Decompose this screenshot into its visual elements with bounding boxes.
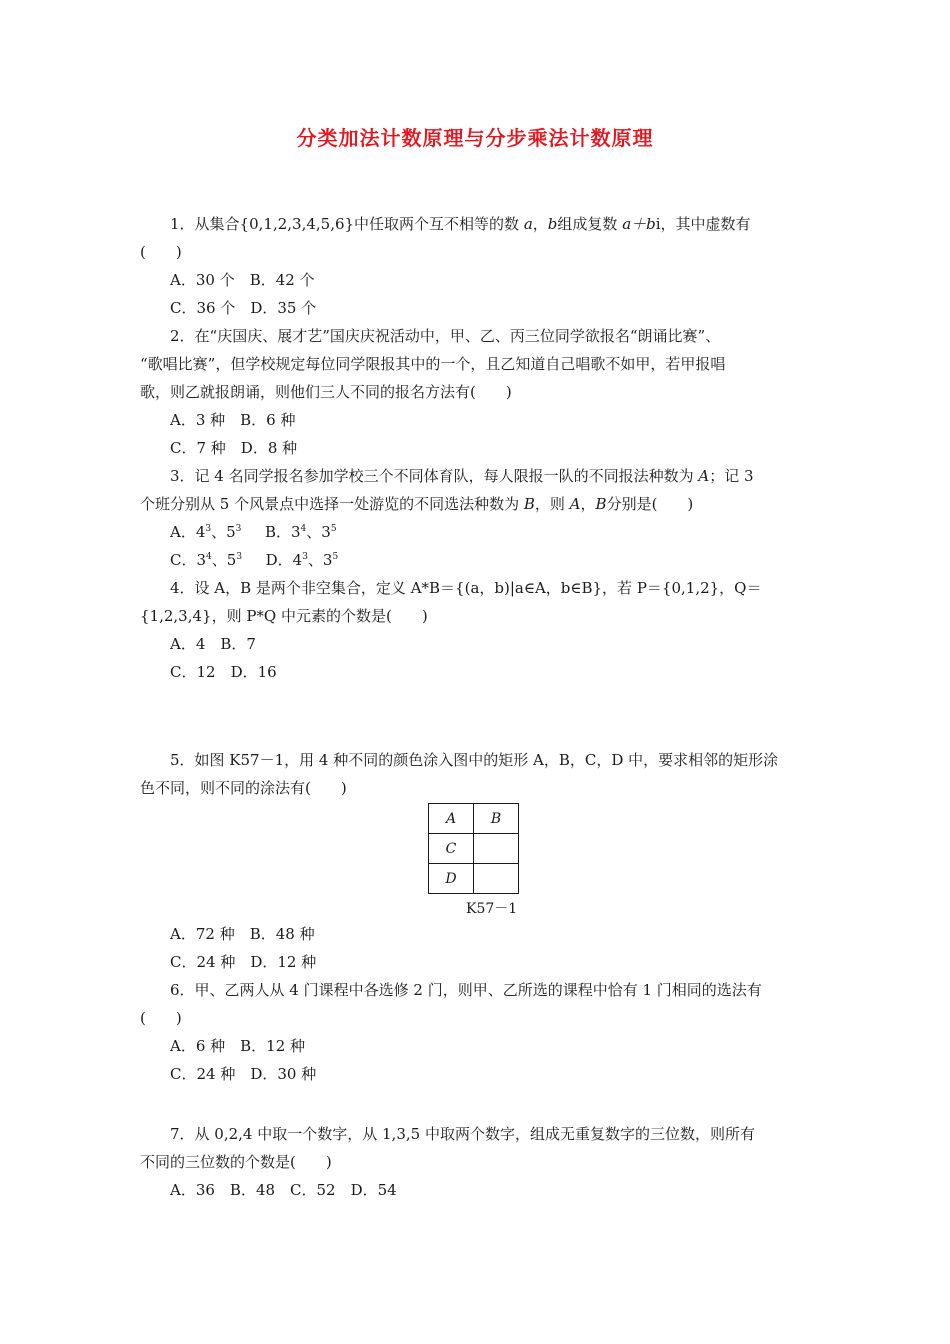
question-1-line-1 (170, 214, 850, 236)
question-2-options-ab: A．3 种 B．6 种 (170, 411, 296, 429)
question-4-options-ab: A．4 B．7 (170, 635, 256, 653)
question-4-line-1: 4．设 A，B 是两个非空集合，定义 A*B＝{(a，b)|a∈A，b∈B}，若 P＝{0,1,2}，Q＝ (170, 579, 762, 597)
q3-option-b-mid: 、3 (306, 523, 331, 541)
q3-var-b: B (523, 495, 535, 513)
q3-option-a-mid: 、5 (211, 523, 236, 541)
q3-option-d-mid: 、3 (307, 551, 333, 569)
question-5-line-2: 色不同，则不同的涂法有( ) (140, 779, 347, 797)
question-2-line-2: “歌唱比赛”，但学校规定每位同学限报其中的一个，且乙知道自己唱歌不如甲，若甲报唱 (140, 355, 726, 373)
question-5-options-cd: C．24 种 D．12 种 (170, 953, 317, 971)
q1-sep: ， (532, 215, 548, 233)
grid-cell-c: C (429, 834, 474, 864)
question-7-line-2: 不同的三位数的个数是( ) (140, 1153, 332, 1171)
question-4-line-2: {1,2,3,4}，则 P*Q 中元素的个数是( ) (140, 607, 428, 625)
question-3-options-cd (170, 550, 850, 572)
q3-sep: ， (580, 495, 596, 513)
q3-var-a-2: A (569, 495, 581, 513)
q3-var-a: A (698, 467, 710, 485)
q1-text-2: 组成复数 (557, 215, 623, 233)
q3-option-d-exp-1: 3 (302, 552, 308, 562)
q3-text: 3．记 4 名同学报名参加学校三个不同体育队，每人限报一队的不同报法种数为 (170, 467, 699, 485)
q3-option-a: A．4 (170, 523, 206, 541)
question-4-options-cd: C．12 D．16 (170, 663, 277, 681)
q1-var-a: a (523, 215, 533, 233)
question-6-line-2: ( ) (140, 1009, 182, 1027)
q1-text: 1．从集合{0,1,2,3,4,5,6}中任取两个互不相等的数 (170, 215, 524, 233)
grid-cell-empty-1 (474, 834, 519, 864)
grid-cell-empty-2 (474, 864, 519, 894)
q1-imag-unit: i (655, 215, 661, 233)
q3-text-4: ，则 (534, 495, 570, 513)
question-2-options-cd: C．7 种 D．8 种 (170, 439, 298, 457)
question-6-options-cd: C．24 种 D．30 种 (170, 1065, 317, 1083)
q3-option-c-exp-1: 4 (206, 552, 212, 562)
q3-text-3: 个班分别从 5 个风景点中选择一处游览的不同选法种数为 (140, 495, 524, 513)
q3-var-b-2: B (595, 495, 607, 513)
question-3-line-2 (140, 494, 820, 516)
question-5-line-1: 5．如图 K57－1，用 4 种不同的颜色涂入图中的矩形 A，B，C，D 中，要求相邻的矩形涂 (170, 751, 779, 769)
figure-k57-1-grid (428, 803, 519, 894)
question-7-options: A．36 B．48 C．52 D．54 (170, 1181, 397, 1199)
q3-option-c-exp-2: 3 (236, 552, 243, 562)
grid-cell-d: D (429, 864, 474, 894)
q3-option-b: B．3 (264, 523, 301, 541)
question-6-options-ab: A．6 种 B．12 种 (170, 1037, 306, 1055)
q1-var-b: b (547, 215, 558, 233)
question-3-options-ab (170, 522, 850, 544)
q3-option-c-mid: 、5 (211, 551, 237, 569)
figure-caption: K57－1 (466, 901, 518, 917)
question-5-options-ab: A．72 种 B．48 种 (170, 925, 315, 943)
question-1-options-cd: C．36 个 D．35 个 (170, 299, 317, 317)
q3-option-c: C．3 (170, 551, 207, 569)
question-1-line-2: ( ) (140, 243, 182, 261)
question-3-line-1 (170, 466, 850, 488)
q3-text-2: ；记 3 (709, 467, 754, 485)
q1-text-3: ，其中虚数有 (660, 215, 751, 233)
grid-cell-a: A (429, 804, 474, 834)
q3-option-d: D．4 (265, 551, 303, 569)
q1-complex-expr: a＋b (622, 215, 656, 233)
question-2-line-1: 2．在“庆国庆、展才艺”国庆庆祝活动中，甲、乙、丙三位同学欲报名“朗诵比赛”、 (170, 327, 721, 345)
question-6-line-1: 6．甲、乙两人从 4 门课程中各选修 2 门，则甲、乙所选的课程中恰有 1 门相同的选法有 (170, 981, 762, 999)
grid-cell-b: B (474, 804, 519, 834)
q3-option-b-exp-2: 5 (330, 524, 337, 534)
q3-text-5: 分别是( ) (606, 495, 694, 513)
q3-option-d-exp-2: 5 (332, 552, 339, 562)
question-2-line-3: 歌，则乙就报朗诵，则他们三人不同的报名方法有( ) (140, 383, 512, 401)
q3-option-b-exp-1: 4 (300, 524, 307, 534)
document-title: 分类加法计数原理与分步乘法计数原理 (296, 126, 654, 150)
q3-option-a-exp-1: 3 (205, 524, 212, 534)
question-7-line-1: 7．从 0,2,4 中取一个数字，从 1,3,5 中取两个数字，组成无重复数字的三位数，则所有 (170, 1125, 755, 1143)
q3-option-a-exp-2: 3 (235, 524, 242, 534)
question-1-options-ab: A．30 个 B．42 个 (170, 271, 315, 289)
